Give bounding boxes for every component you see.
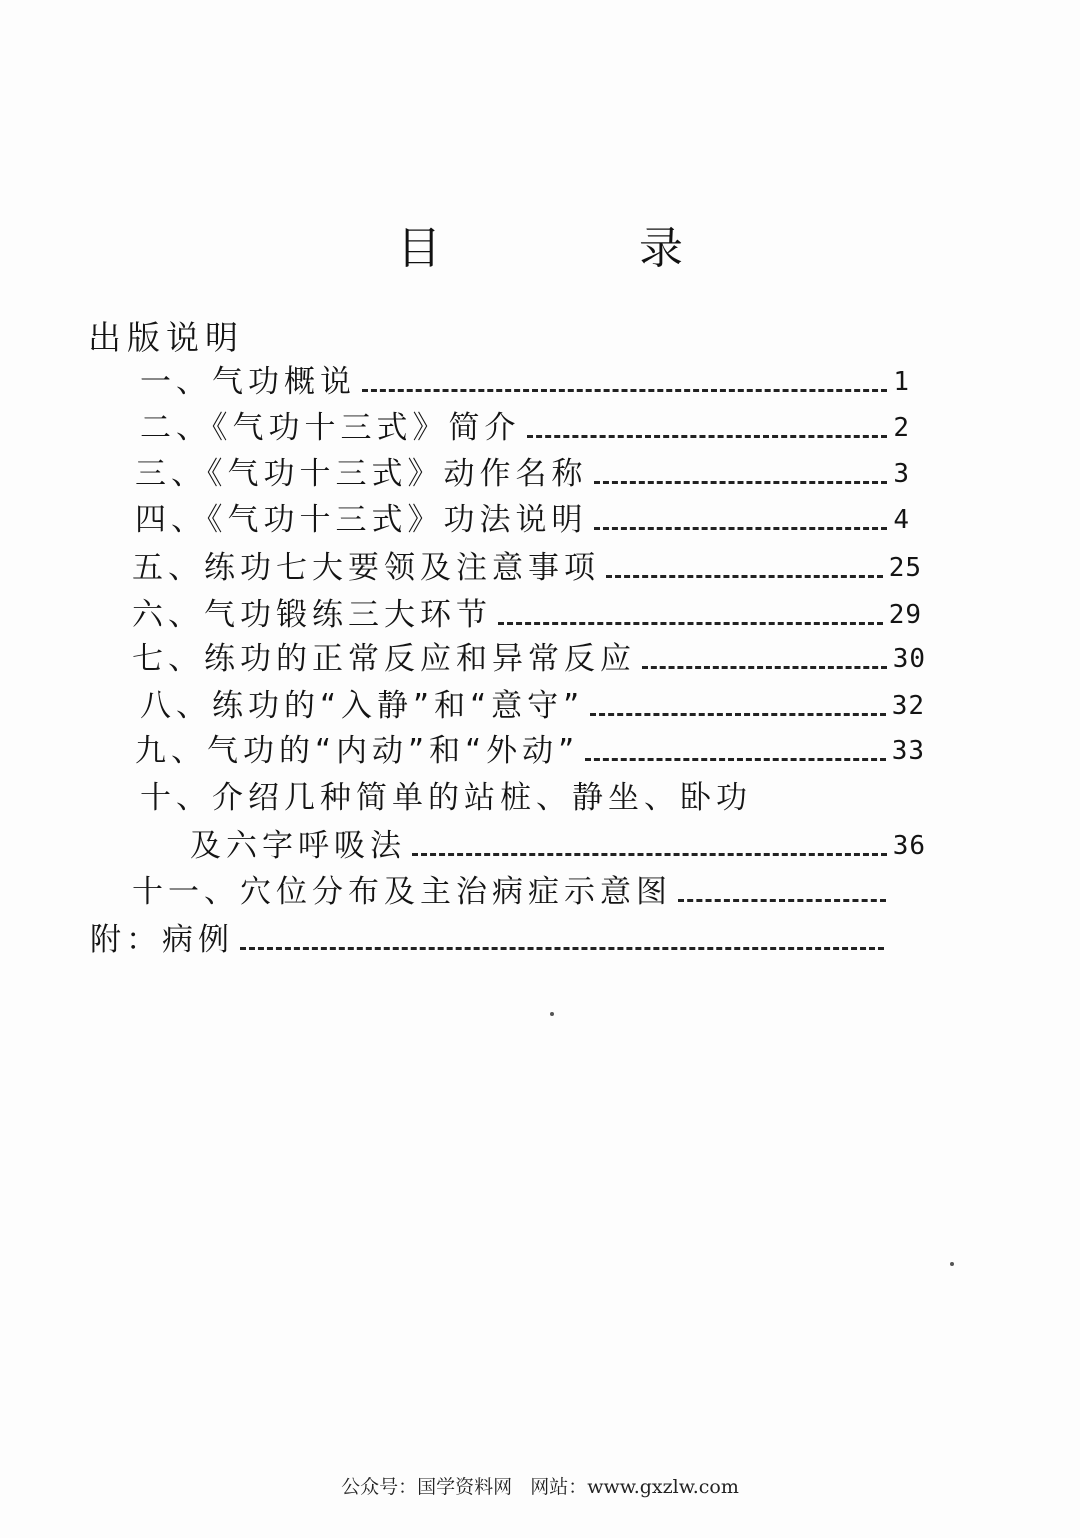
toc-preface: 出版说明 — [88, 318, 244, 357]
toc-entry-label: 十一、穴位分布及主治病症示意图 — [132, 874, 672, 910]
toc-entry-page: 29 — [888, 600, 922, 630]
toc-entry-page: 3 — [893, 459, 910, 489]
toc-leader — [594, 527, 888, 530]
toc-leader — [498, 622, 883, 625]
toc-entry-page: 32 — [891, 691, 925, 721]
toc-entry-label: 十、介绍几种简单的站桩、静坐、卧功 — [140, 780, 752, 816]
footer-account: 公众号：国学资料网 — [341, 1476, 513, 1498]
scan-speck — [950, 1262, 954, 1266]
toc-entry-label: 九、气功的“内动”和“外动” — [135, 733, 580, 769]
toc-entry-label: 七、练功的正常反应和异常反应 — [132, 641, 636, 677]
toc-entry-label: 八、练功的“入静”和“意守” — [140, 688, 585, 724]
toc-entry — [140, 410, 910, 446]
toc-leader — [642, 666, 887, 669]
toc-entry — [135, 733, 925, 769]
toc-entry-label: 三、《气功十三式》动作名称 — [135, 456, 588, 492]
toc-leader — [594, 481, 888, 484]
toc-entry — [132, 641, 926, 677]
toc-leader — [362, 389, 887, 392]
toc-entry-label: 五、练功七大要领及注意事项 — [132, 550, 600, 586]
page-footer — [0, 1472, 1080, 1499]
toc-entry — [90, 922, 890, 958]
toc-entry-label: 附：病例 — [90, 922, 234, 958]
toc-entry — [132, 597, 922, 633]
toc-entry — [190, 828, 926, 864]
toc-entry — [140, 364, 910, 400]
toc-entry-label: 及六字呼吸法 — [190, 828, 406, 864]
toc-entry-page: 2 — [893, 413, 910, 443]
toc-entry-page: 30 — [892, 644, 926, 674]
toc-leader — [585, 758, 885, 761]
toc-leader — [527, 435, 888, 438]
footer-site: 网站：www.gxzlw.com — [530, 1476, 739, 1498]
toc-entry — [132, 550, 922, 586]
toc-entry-page: 36 — [892, 831, 926, 861]
toc-entry-page: 25 — [888, 553, 922, 583]
toc-entry — [132, 874, 892, 910]
toc-entry-label: 六、气功锻练三大环节 — [132, 597, 492, 633]
toc-entry — [140, 780, 900, 816]
toc-leader — [590, 713, 885, 716]
toc-entry-page: 33 — [891, 736, 925, 766]
toc-leader — [678, 899, 886, 902]
toc-entry-label: 二、《气功十三式》简介 — [140, 410, 521, 446]
toc-entry — [135, 502, 910, 538]
toc-leader — [240, 947, 884, 950]
toc-entry — [135, 456, 910, 492]
toc-entry-page: 1 — [893, 367, 910, 397]
toc-entry-label: 四、《气功十三式》功法说明 — [135, 502, 588, 538]
toc-leader — [606, 575, 883, 578]
toc-leader — [412, 853, 887, 856]
scan-speck — [550, 1012, 554, 1016]
toc-entry — [140, 688, 925, 724]
toc-entry-label: 一、气功概说 — [140, 364, 356, 400]
toc-entry-page: 4 — [893, 505, 910, 535]
page-title: 目 录 — [397, 223, 775, 274]
